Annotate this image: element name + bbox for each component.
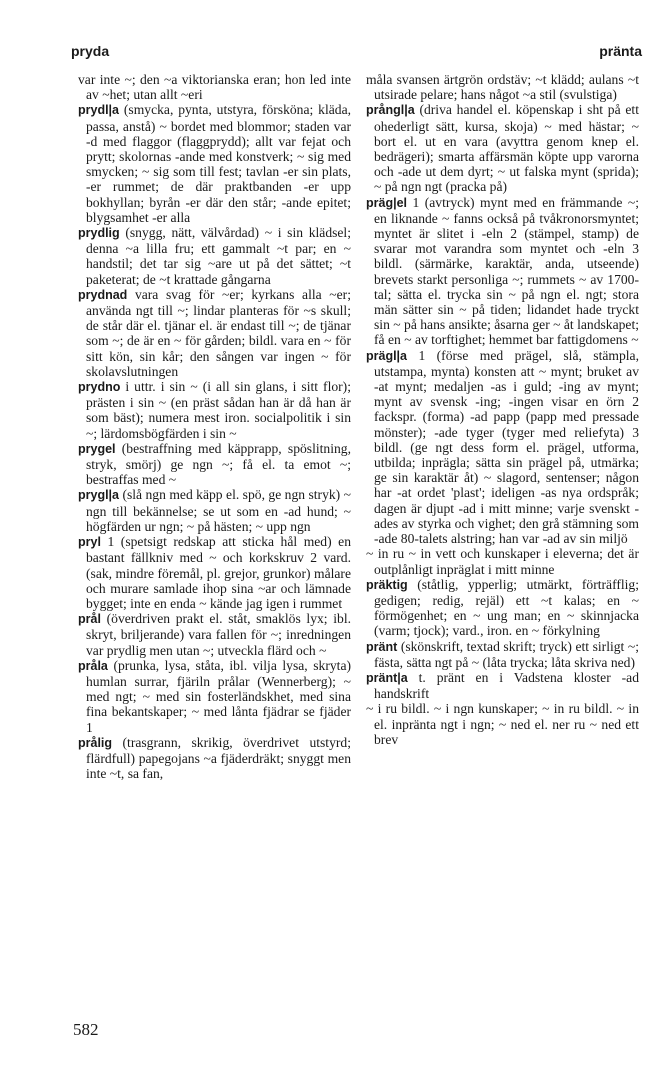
entry-text: ~ in ru ~ in vett och kunskaper i eleverna; det är outplånligt inpräglat i mitt minne [366, 546, 639, 577]
right-column [366, 72, 639, 747]
headword: präktig [366, 577, 408, 592]
dictionary-entry [78, 102, 351, 225]
headword: prydno [78, 380, 121, 395]
entry-text: 1 (avtryck) mynt med en främmande ~; en liknande ~ fanns också på tvåkronorsmyntet; myntet är slitet i -eln 2 (stämpel, stamp) de svarar mot varandra som myntet och -eln 3 bildl. (särmärke, karaktär, anda, utseende) brevets starkt personliga ~; rummets ~ av 1700-tal; sätta el. trycka sin ~ på ngn el. ngt; stora män sätter sin ~ på tiden; lidandet hade tryckt sin ~ på hans ansikte; åsarna ger ~ åt landskapet; få en ~ av torftighet; hemmet bar fattigdomens ~ [374, 194, 639, 348]
dictionary-entry [366, 577, 639, 639]
dictionary-entry [78, 441, 351, 488]
headword: prygl|a [78, 488, 120, 503]
headword: prägl|a [366, 348, 408, 363]
entry-text: (smycka, pynta, utstyra, försköna; kläda, passa, anstå) ~ bordet med blommor; staden var -d med flaggor (flaggprydd); allt var fejat och prytt; skolornas -ande med konstverk; ~ sig med smycken; ~ sig som till fest; tavlan -er sin plats, -er rummet; de där praktbanden -er upp bokhyllan; byrån -er där den står; -ande epitet; blygsamhet -er alla [86, 102, 351, 225]
dictionary-entry [78, 658, 351, 735]
entry-text: (ståtlig, ypperlig; utmärkt, förträfflig; gedigen; redig, rejäl) ett ~t kalas; en ~ förmögenhet; en ~ ung man; en ~ skinnjacka (varm; tjock); vard., iron. en ~ förkylning [374, 576, 639, 639]
headword: prydnad [78, 287, 128, 302]
headword: pränt|a [366, 670, 408, 685]
entry-text: var inte ~; den ~a viktorianska eran; hon led inte av ~het; utan allt ~eri [78, 72, 351, 103]
headword: pråla [78, 658, 108, 673]
entry-text: (prunka, lysa, ståta, ibl. vilja lysa, skryta) humlan surrar, fjäriln prålar (Wennerberg); ~ med ngt; ~ med sin fosterländskhet, med sina fina bekantskaper; ~ med lånta fjädrar se fjäder 1 [86, 657, 351, 735]
entry-text: måla svansen ärtgrön ordstäv; ~t klädd; aulans ~t utsirade pelare; hans något ~a stil (svulstiga) [366, 72, 639, 103]
headword: prydl|a [78, 103, 120, 118]
dictionary-entry [78, 225, 351, 287]
entry-text: vara svag för ~er; kyrkans alla ~er; använda ngt till ~; lindar planteras för ~s skull; de står där el. tjänar el. är endast till ~; de tjänar som ~; de är en ~ för gården; bildl. vara en ~ för sitt kön, sin kår; den sången var ingen ~ för skolavslutningen [86, 286, 351, 379]
headword: prålig [78, 735, 113, 750]
dictionary-entry [78, 611, 351, 658]
dictionary-entry [78, 287, 351, 379]
entry-text: (slå ngn med käpp el. spö, ge ngn stryk) ~ ngn till bekännelse; se ut som en -ad hund; ~ högfärden ur ngn; ~ på hästen; ~ upp ngn [86, 487, 351, 534]
dictionary-entry [366, 639, 639, 670]
entry-text: 1 (spetsigt redskap att sticka hål med) en bastant fällkniv med ~ och korkskruv 2 vard. (sak, mindre föremål, pl. grejor, grunkor) målare och murare samlade ihop sina ~ar och lämnade bygget; inte en enda ~ kände jag igen i rummet [86, 534, 351, 611]
entry-text: t. pränt en i Vadstena kloster -ad handskrift [374, 669, 639, 702]
dictionary-entry [78, 735, 351, 782]
headword: prydlig [78, 226, 120, 241]
headword: prångl|a [366, 103, 415, 118]
headword: prygel [78, 441, 116, 456]
headword: pränt [366, 639, 398, 654]
headword: präg|el [366, 195, 408, 210]
entry-text: (driva handel el. köpenskap i sht på ett ohederligt sätt, kursa, skoja) ~ med hästar; ~ bort el. ut en vara (avyttra genom knep el. bedrägeri); smarta affärsmän köpte upp varorna och -ade ut dem dyrt; ~ ut falska mynt (sprida); ~ på ngn ngt (pracka på) [374, 102, 639, 195]
page-number: 582 [73, 1020, 99, 1039]
dictionary-entry [366, 348, 639, 547]
dictionary-entry [366, 701, 639, 747]
running-head-left: pryda [71, 43, 110, 59]
dictionary-entry [78, 379, 351, 441]
dictionary-entry [366, 546, 639, 576]
running-head-right: pränta [599, 43, 642, 59]
left-column [78, 72, 351, 781]
dictionary-entry [366, 72, 639, 102]
headword: pryl [78, 535, 101, 550]
dictionary-entry [78, 487, 351, 534]
dictionary-entry [366, 670, 639, 701]
entry-text: (trasgrann, skrikig, överdrivet utstyrd; flärdfull) papegojans ~a fjäderdräkt; snyggt men inte ~t, sa fan, [86, 734, 351, 782]
entry-text: (skönskrift, textad skrift; tryck) ett sirligt ~; fästa, sätta ngt på ~ (låta trycka; låta skriva ned) [374, 638, 639, 670]
entry-text: (överdriven prakt el. ståt, smaklös lyx; ibl. skryt, briljerande) vara fallen för ~; inredningen var prydlig men utan ~; utveckla flärd och ~ [86, 611, 351, 658]
dictionary-entry [78, 72, 351, 102]
dictionary-entry [366, 195, 639, 348]
dictionary-entry [78, 534, 351, 611]
entry-text: (bestraffning med käpprapp, spöslitning, stryk, smörj) ge ngn ~; få el. ta emot ~; bestraffas med ~ [86, 440, 351, 488]
dictionary-entry [366, 102, 639, 194]
headword: prål [78, 612, 101, 627]
entry-text: 1 (förse med prägel, slå, stämpla, utstampa, mynta) konsten att ~ mynt; bruket av -at mynt; medaljen -as i guld; -ing av mynt; mynt av svensk -ing; -ingen visar en örn 2 fackspr. (forma) -ad papp (papp med pressade mönster); -ade tyger (tyger med reliefyta) 3 bildl. (ge ngt dess form el. prägel, utforma, utbilda; inpräglа; sätta sin prägel på, utmärka; ge sin karaktär åt) ~ slagord, sentenser; någon har -at ordet 'plast'; ideligen -as nya ordspråk; dagen är djupt -ad i mitt minne; varje svenskt -ades av styrka och vighet; den grå stämning som -ade 80-talets alstring; han var -ad av sin miljö [374, 347, 639, 547]
entry-text: i uttr. i sin ~ (i all sin glans, i sitt flor); prästen i sin ~ (en präst sådan han är då han är som bäst); numera mest iron. socialpolitik i sin ~; lärdomsbögfärden i sin ~ [86, 379, 351, 441]
entry-text: ~ i ru bildl. ~ i ngn kunskaper; ~ in ru bildl. ~ in el. inpränta ngt i ngn; ~ ned el. ner ru ~ ned ett brev [366, 701, 639, 747]
entry-text: (snygg, nätt, välvårdad) ~ i sin klädsel; denna ~a lilla fru; ett gammalt ~t par; en ~ handstil; det tar sig ~are ut på det sättet; ~t paketerat; de ~t krattade gångarna [86, 225, 351, 287]
